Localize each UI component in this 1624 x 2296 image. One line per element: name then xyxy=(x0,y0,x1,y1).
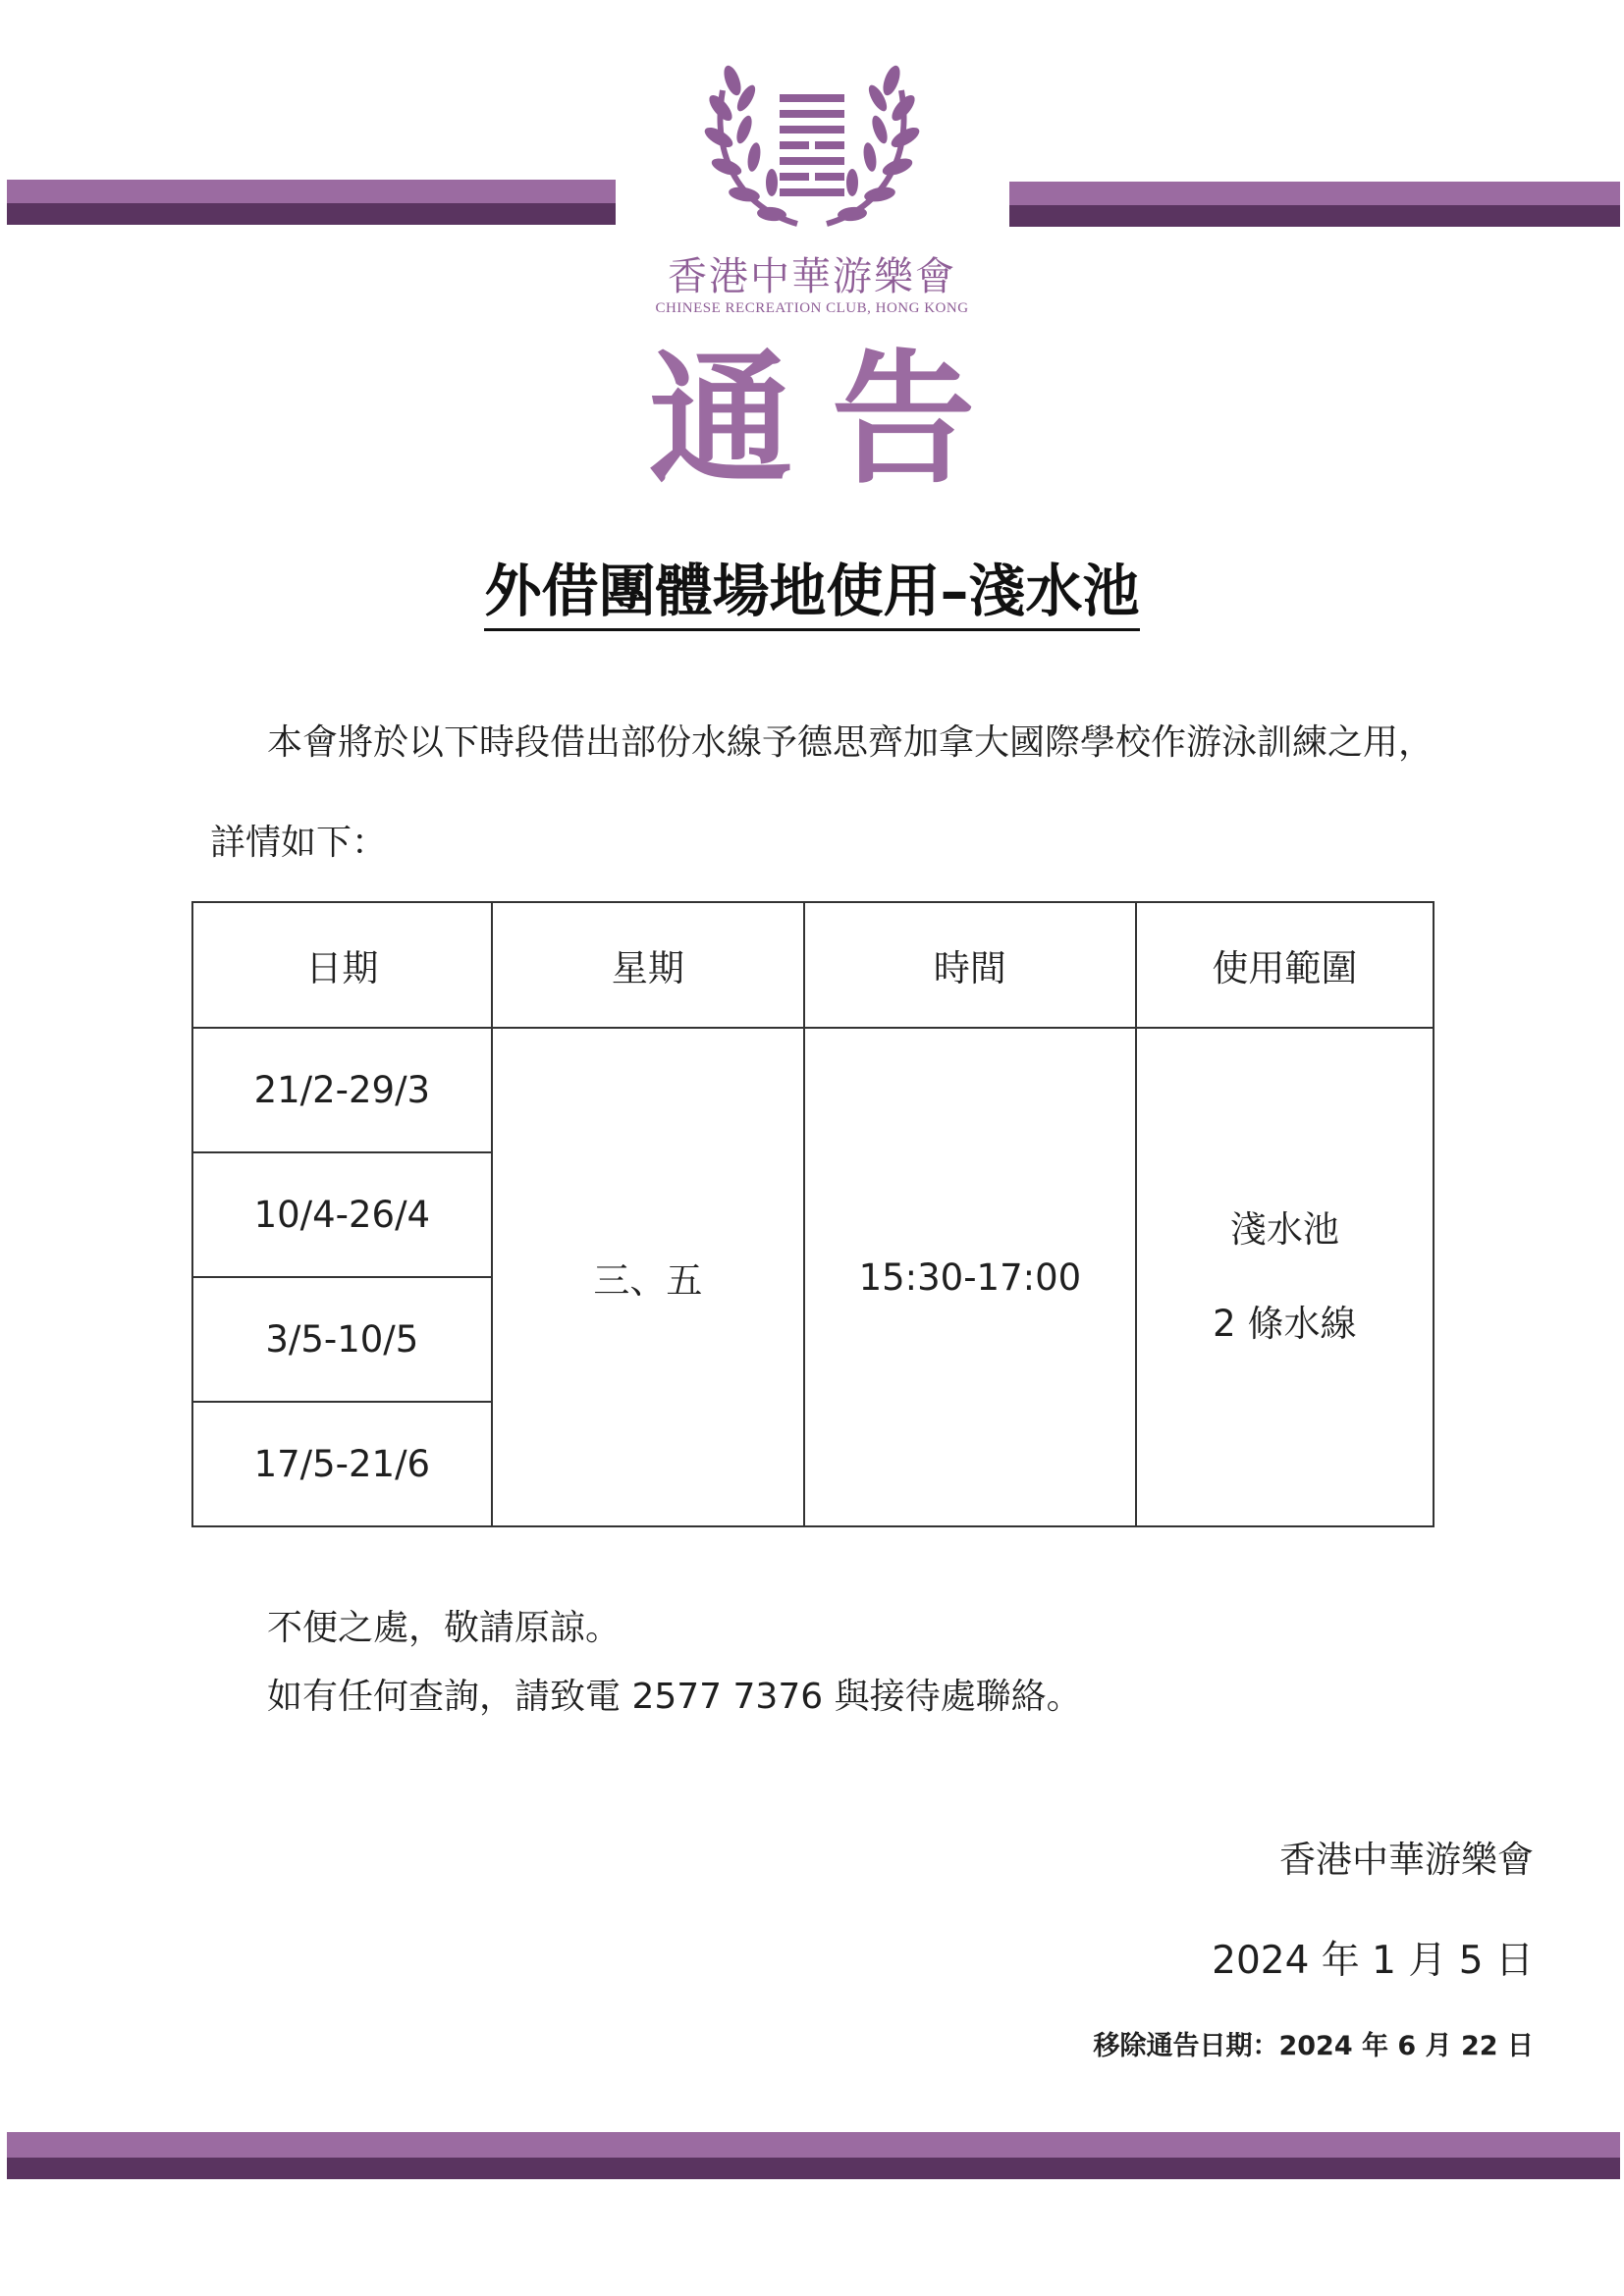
area-lanes: 2 條水線 xyxy=(1213,1303,1357,1345)
signature-date: 2024 年 1 月 5 日 xyxy=(1212,1939,1534,1983)
closing-apology: 不便之處，敬請原諒。 xyxy=(267,1608,622,1648)
notice-heading: 通告 xyxy=(649,337,1014,504)
header-band-right xyxy=(1009,182,1620,227)
date-range-cell: 10/4-26/4 xyxy=(192,1152,492,1277)
closing-enquiry: 如有任何查詢，請致電 2577 7376 與接待處聯絡。 xyxy=(267,1677,1082,1717)
club-name-chinese: 香港中華游樂會 xyxy=(668,254,956,299)
removal-date: 移除通告日期：2024 年 6 月 22 日 xyxy=(1093,2031,1534,2061)
date-range-cell: 17/5-21/6 xyxy=(192,1402,492,1526)
intro-line-2: 詳情如下： xyxy=(210,823,388,863)
area-cell xyxy=(1136,1028,1434,1526)
notice-subject xyxy=(432,545,1192,627)
header-weekday: 星期 xyxy=(492,902,804,1028)
intro-line-1: 本會將於以下時段借出部份水線予德思齊加拿大國際學校作游泳訓練之用， xyxy=(267,722,1435,763)
footer-band xyxy=(7,2132,1620,2179)
header-area: 使用範圍 xyxy=(1136,902,1434,1028)
table-row xyxy=(192,1028,1434,1152)
date-range-cell: 3/5-10/5 xyxy=(192,1277,492,1402)
weekday-cell: 三、五 xyxy=(492,1028,804,1526)
header-date: 日期 xyxy=(192,902,492,1028)
schedule-table xyxy=(191,901,1435,1527)
notice-subject-text: 外借團體場地使用–淺水池 xyxy=(484,558,1139,631)
header-time: 時間 xyxy=(804,902,1136,1028)
area-pool: 淺水池 xyxy=(1229,1208,1339,1251)
date-range-cell: 21/2-29/3 xyxy=(192,1028,492,1152)
signature-org: 香港中華游樂會 xyxy=(1279,1839,1534,1881)
time-cell: 15:30-17:00 xyxy=(804,1028,1136,1526)
schedule-header-row xyxy=(192,902,1434,1028)
club-laurel-logo-icon xyxy=(703,51,921,243)
header-band-left xyxy=(7,180,616,225)
club-name-english: CHINESE RECREATION CLUB, HONG KONG xyxy=(655,300,969,316)
